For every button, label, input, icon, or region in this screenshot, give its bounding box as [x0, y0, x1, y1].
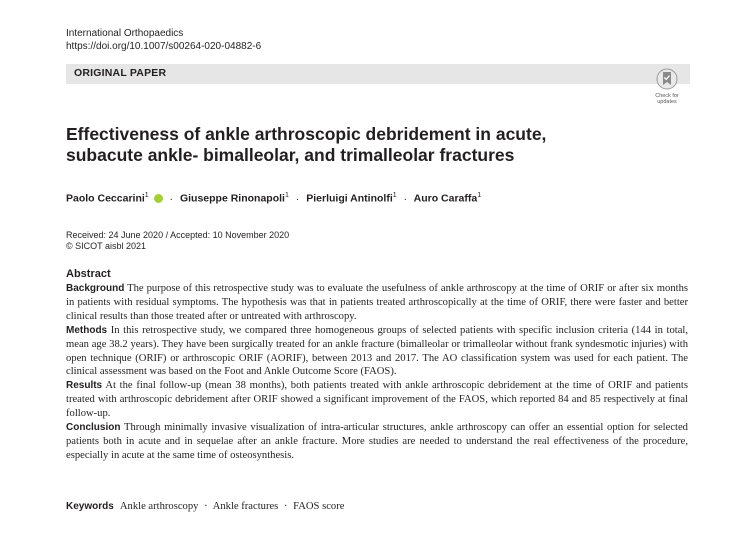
author-name[interactable]: Pierluigi Antinolfi	[306, 192, 393, 205]
keyword[interactable]: FAOS score	[293, 501, 345, 512]
section-label: Conclusion	[66, 422, 121, 434]
author-affiliation: 1	[392, 192, 397, 199]
section-label: Background	[66, 283, 125, 294]
author-name[interactable]: Giuseppe Rinonapoli	[179, 192, 285, 205]
doi-link[interactable]: https://doi.org/10.1007/s00264-020-04882-6	[66, 41, 262, 52]
author-separator: ·	[169, 192, 174, 205]
abstract-section-background	[66, 282, 688, 324]
section-text: The purpose of this retrospective study was to evaluate the usefulness of ankle arthroscopy at the time of ORIF or after six months in patients with residual symptoms. The hypothesis was that in patients treated arthroscopically at the time of ORIF, there were faster and better clinical results than those treated after or untreated with arthroscopy.	[66, 283, 688, 322]
abstract-section-results	[66, 379, 688, 421]
keyword[interactable]: Ankle fractures	[212, 501, 279, 512]
keyword[interactable]: Ankle arthroscopy	[119, 501, 199, 512]
received-accepted-dates: Received: 24 June 2020 / Accepted: 10 November 2020	[66, 230, 290, 240]
keywords-line	[66, 501, 344, 512]
author-separator: ·	[403, 192, 408, 205]
copyright-notice: © SICOT aisbl 2021	[66, 241, 147, 251]
journal-name: International Orthopaedics	[66, 28, 184, 39]
check-for-updates-line2: updates	[657, 99, 677, 105]
keyword-separator: ·	[204, 501, 208, 512]
author-affiliation: 1	[144, 192, 149, 199]
article-type-label: ORIGINAL PAPER	[74, 67, 167, 79]
section-label: Methods	[66, 324, 108, 336]
author-name[interactable]: Auro Caraffa	[413, 192, 478, 205]
keywords-label: Keywords	[66, 501, 114, 512]
abstract-heading: Abstract	[66, 268, 111, 280]
bookmark-check-icon	[656, 68, 678, 92]
article-title: Effectiveness of ankle arthroscopic debridement in acute, subacute ankle- bimalleolar, and trimalleolar fractures	[66, 124, 547, 165]
abstract-body	[66, 282, 688, 463]
author-affiliation: 1	[284, 192, 289, 199]
check-for-updates-line1: Check for	[655, 93, 679, 99]
abstract-section-methods	[66, 324, 688, 380]
orcid-icon[interactable]	[154, 194, 163, 203]
keyword-separator: ·	[283, 501, 288, 512]
author-name[interactable]: Paolo Ceccarini	[66, 192, 145, 205]
article-type-banner	[66, 64, 690, 84]
author-separator: ·	[295, 192, 300, 205]
section-text: At the final follow-up (mean 38 months), both patients treated with ankle arthroscopic debridement at the time of ORIF and patients treated with arthroscopic debridement after ORIF showed a significant improvement of the FAOS, which reported 84 and 85 respectively at final follow-up.	[66, 380, 688, 420]
abstract-section-conclusion	[66, 421, 688, 463]
section-label: Results	[66, 380, 103, 392]
section-text: Through minimally invasive visualization of intra-articular structures, ankle arthroscopy can offer an essential option for selected patients both in acute and in sequelae after an ankle fracture. More studies are needed to understand the real effectiveness of the procedure, especially in acute at the same time of osteosynthesis.	[66, 422, 688, 461]
author-affiliation: 1	[477, 192, 482, 199]
check-for-updates-button[interactable]	[650, 68, 684, 106]
author-list	[66, 192, 481, 205]
section-text: In this retrospective study, we compared three homogeneous groups of selected patients with specific inclusion criteria (144 in total, mean age 38.2 years). They have been surgically treated for an ankle fracture (bimalleolar or trimalleolar without frank syndesmotic injuries) with open technique (ORIF) or arthroscopic ORIF (AORIF), between 2013 and 2017. The AO classification system was used for each patient. The clinical assessment was based on the Foot and Ankle Outcome Score (FAOS).	[66, 324, 688, 378]
